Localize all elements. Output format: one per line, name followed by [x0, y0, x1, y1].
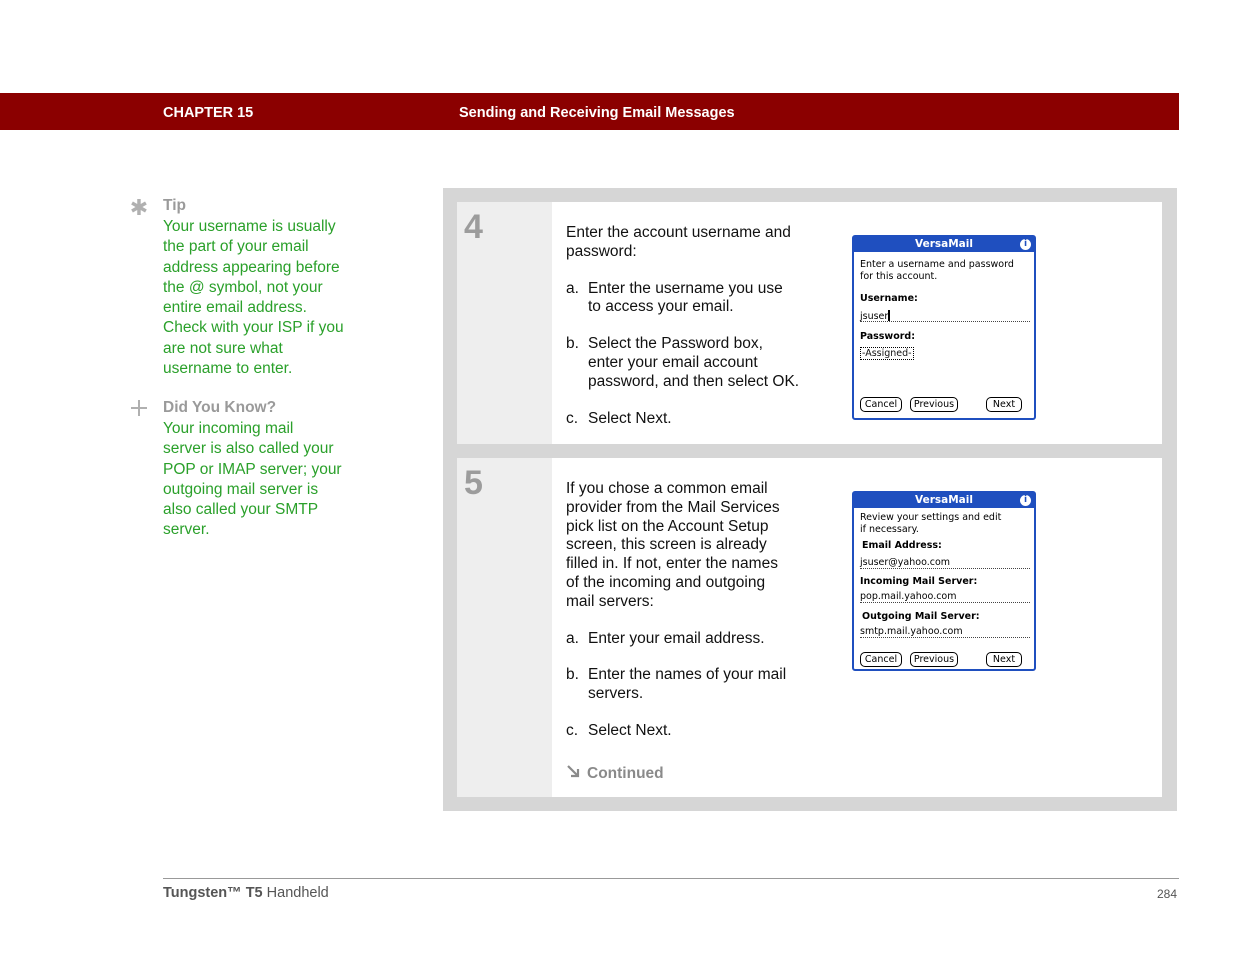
substep-line: Enter the username you use: [588, 279, 783, 297]
tip-line: address appearing before: [163, 258, 340, 276]
next-button[interactable]: Next: [986, 397, 1022, 412]
did-you-know-heading: Did You Know?: [163, 399, 277, 416]
dyk-line: outgoing mail server is: [163, 480, 319, 498]
intro-line: of the incoming and outgoing: [566, 573, 766, 591]
step-number: 5: [464, 464, 483, 502]
page-number: 284: [1157, 887, 1178, 901]
substep-a: [566, 630, 812, 649]
substep-label: b.: [566, 335, 579, 353]
step-instructions: [566, 480, 812, 741]
instruction-line: if necessary.: [860, 524, 919, 535]
versamail-review-screen: [852, 491, 1036, 671]
substep-c: [566, 410, 812, 429]
substep-a: [566, 280, 812, 318]
field-underline: [860, 602, 1030, 603]
step-number-column: [457, 458, 552, 797]
outgoing-label: Outgoing Mail Server:: [862, 611, 980, 622]
intro-line: provider from the Mail Services: [566, 498, 780, 516]
step-instructions: [566, 224, 812, 428]
screen-instruction: [860, 259, 1014, 283]
app-title-bar: [854, 237, 1034, 252]
password-box[interactable]: -Assigned-: [862, 348, 912, 359]
tip-line: are not sure what: [163, 339, 283, 357]
step-5: [457, 458, 1162, 797]
next-button[interactable]: Next: [986, 652, 1022, 667]
dyk-line: POP or IMAP server; your: [163, 460, 342, 478]
tip-heading: Tip: [163, 197, 186, 214]
intro-line: Enter the account username and: [566, 224, 791, 241]
app-title-bar: [854, 493, 1034, 508]
intro-line: password:: [566, 242, 637, 260]
versamail-username-screen: [852, 235, 1036, 420]
email-label: Email Address:: [862, 540, 942, 551]
intro-line: screen, this screen is already: [566, 536, 767, 554]
substep-b: [566, 335, 812, 391]
previous-button[interactable]: Previous: [910, 397, 958, 412]
substep-line: Select Next.: [588, 409, 672, 427]
text-cursor: [888, 310, 890, 321]
incoming-label: Incoming Mail Server:: [860, 576, 978, 587]
instruction-line: for this account.: [860, 271, 938, 282]
substep-label: c.: [566, 409, 579, 427]
tip-line: Your username is usually: [163, 218, 336, 235]
previous-button[interactable]: Previous: [910, 652, 958, 667]
substep-line: Enter your email address.: [588, 629, 765, 647]
step-number-column: [457, 202, 552, 444]
app-title: VersaMail: [915, 238, 973, 250]
instruction-line: Review your settings and edit: [860, 512, 1002, 523]
info-icon[interactable]: i: [1020, 495, 1031, 506]
username-value: jsuser: [860, 311, 889, 322]
step-4: [457, 202, 1162, 444]
tip-line: username to enter.: [163, 360, 293, 378]
info-icon[interactable]: i: [1020, 239, 1031, 250]
password-label: Password:: [860, 331, 916, 342]
step-number: 4: [464, 208, 483, 246]
outgoing-field[interactable]: smtp.mail.yahoo.com: [860, 626, 963, 637]
substep-line: Select the Password box,: [588, 335, 763, 353]
substep-label: a.: [566, 279, 579, 297]
arrow-down-right-icon: [566, 764, 582, 783]
substep-line: Select Next.: [588, 721, 672, 739]
substep-line: password, and then select OK.: [588, 372, 800, 390]
username-label: Username:: [860, 293, 918, 304]
substep-b: [566, 666, 812, 704]
substep-label: b.: [566, 666, 579, 684]
chapter-header: [0, 93, 1179, 130]
continued-link[interactable]: [566, 764, 664, 783]
cancel-button[interactable]: Cancel: [860, 652, 902, 667]
intro-line: If you chose a common email: [566, 480, 768, 497]
dyk-line: server is also called your: [163, 440, 334, 458]
substep-label: c.: [566, 721, 579, 739]
app-title: VersaMail: [915, 494, 973, 506]
tip-text: [163, 217, 358, 379]
substep-line: enter your email account: [588, 353, 758, 371]
product-brand: Tungsten™ T5: [163, 885, 263, 901]
steps-panel: [443, 188, 1177, 811]
chapter-title: Sending and Receiving Email Messages: [459, 105, 735, 121]
tip-line: Check with your ISP if you: [163, 319, 344, 337]
substep-label: a.: [566, 629, 579, 647]
footer-rule: [163, 878, 1179, 879]
did-you-know-text: [163, 419, 358, 541]
substep-c: [566, 722, 812, 741]
substep-line: servers.: [588, 685, 644, 703]
tip-line: entire email address.: [163, 299, 307, 317]
footer-product: [163, 885, 329, 901]
email-field[interactable]: jsuser@yahoo.com: [860, 557, 951, 568]
tip-line: the @ symbol, not your: [163, 278, 323, 296]
tip-line: the part of your email: [163, 238, 309, 256]
field-underline: [860, 321, 1030, 322]
field-underline: [860, 637, 1030, 638]
cancel-button[interactable]: Cancel: [860, 397, 902, 412]
incoming-field[interactable]: pop.mail.yahoo.com: [860, 591, 957, 602]
plus-icon: [128, 398, 150, 420]
product-suffix: Handheld: [262, 885, 329, 901]
intro-line: pick list on the Account Setup: [566, 517, 769, 535]
substep-line: to access your email.: [588, 298, 734, 316]
dyk-line: server.: [163, 521, 210, 539]
chapter-label: CHAPTER 15: [163, 105, 254, 121]
substep-line: Enter the names of your mail: [588, 666, 787, 684]
field-underline: [860, 568, 1030, 569]
intro-line: mail servers:: [566, 592, 654, 610]
dyk-line: also called your SMTP: [163, 501, 319, 519]
screen-instruction: [860, 512, 1001, 536]
asterisk-icon: ✱: [129, 195, 149, 220]
instruction-line: Enter a username and password: [860, 259, 1014, 270]
intro-line: filled in. If not, enter the names: [566, 555, 778, 573]
continued-label: Continued: [587, 765, 664, 782]
dyk-line: Your incoming mail: [163, 420, 294, 437]
